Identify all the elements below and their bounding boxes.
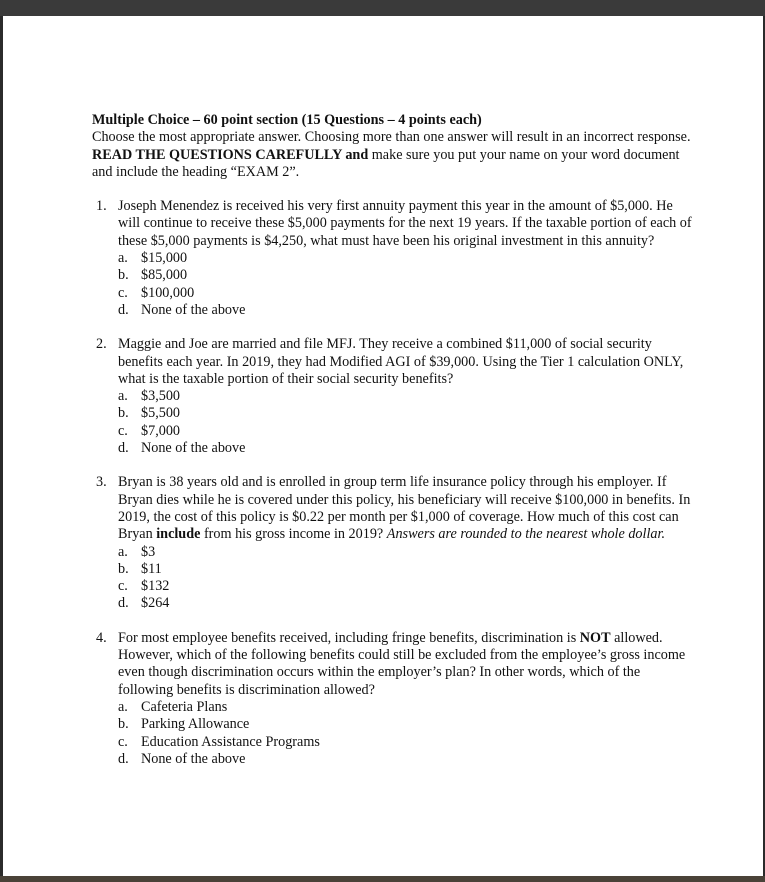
- option-text: $15,000: [141, 250, 188, 267]
- option-a: [118, 544, 692, 561]
- option-letter: a.: [118, 250, 128, 267]
- option-b: [118, 716, 692, 733]
- option-b: [118, 267, 692, 284]
- option-d: [118, 302, 692, 319]
- instructions-emphasis: READ THE QUESTIONS CAREFULLY and: [92, 146, 369, 163]
- option-letter: d.: [118, 750, 129, 767]
- option-text: None of the above: [141, 440, 246, 457]
- option-letter: c.: [118, 422, 128, 439]
- option-text: $3,500: [141, 388, 181, 405]
- option-d: [118, 751, 692, 768]
- question-1: [92, 198, 692, 319]
- option-a: [118, 250, 692, 267]
- background-strip: [0, 876, 765, 882]
- option-text: $5,500: [141, 405, 181, 422]
- option-letter: d.: [118, 301, 129, 318]
- option-letter: c.: [118, 578, 128, 595]
- option-d: [118, 440, 692, 457]
- option-a: [118, 388, 692, 405]
- option-letter: c.: [118, 284, 128, 301]
- option-text: $85,000: [141, 267, 188, 284]
- question-text-start: Bryan is 38 years old and is enrolled in group term life insurance policy through his employer. If Bryan dies while he is covered under this policy, his beneficiary will receive $100,000 in benefits. In 2019, the cost of this policy is $0.22 per month per $1,000 of coverage. How much of this cost can Bryan: [118, 474, 691, 543]
- section-heading: Multiple Choice – 60 point section (15 Questions – 4 points each): [92, 112, 482, 128]
- option-text: $264: [141, 595, 170, 612]
- question-3: [92, 474, 692, 612]
- option-c: [118, 285, 692, 302]
- viewer-toolbar: [0, 0, 765, 16]
- document-page: [3, 16, 763, 876]
- option-letter: a.: [118, 388, 128, 405]
- option-letter: a.: [118, 543, 128, 560]
- instructions-text-end: make sure you put your name on your word document and include the heading “EXAM 2”.: [92, 146, 680, 180]
- question-text: [118, 474, 692, 543]
- option-b: [118, 561, 692, 578]
- question-text: Joseph Menendez is received his very first annuity payment this year in the amount of $5,000. He will continue to receive these $5,000 payments for the next 19 years. If the taxable portion of each of these $5,000 payments is $4,250, what must have been his original investment in this annuity?: [118, 198, 692, 249]
- option-text: Cafeteria Plans: [141, 698, 228, 715]
- question-number: 1.: [96, 198, 107, 215]
- option-a: [118, 699, 692, 716]
- option-text: $7,000: [141, 422, 181, 439]
- option-letter: d.: [118, 595, 129, 612]
- option-c: [118, 423, 692, 440]
- option-letter: b.: [118, 405, 129, 422]
- question-text-start: For most employee benefits received, including fringe benefits, discrimination is: [118, 629, 580, 646]
- question-2: [92, 336, 692, 457]
- option-letter: b.: [118, 267, 129, 284]
- option-text: $100,000: [141, 284, 195, 301]
- question-text-middle: from his gross income in 2019?: [200, 526, 387, 543]
- option-text: $3: [141, 543, 156, 560]
- option-c: [118, 734, 692, 751]
- option-b: [118, 405, 692, 422]
- option-text: None of the above: [141, 301, 246, 318]
- question-number: 4.: [96, 629, 107, 646]
- question-emphasis: NOT: [579, 629, 611, 646]
- option-c: [118, 578, 692, 595]
- option-text: $132: [141, 578, 170, 595]
- option-letter: b.: [118, 560, 129, 577]
- option-letter: a.: [118, 698, 128, 715]
- question-number: 3.: [96, 474, 107, 491]
- option-letter: b.: [118, 716, 129, 733]
- section-instructions: [92, 129, 692, 181]
- question-text: [118, 630, 692, 699]
- question-emphasis: include: [156, 526, 201, 543]
- exam-content: [92, 112, 692, 768]
- option-text: None of the above: [141, 750, 246, 767]
- instructions-text: Choose the most appropriate answer. Choosing more than one answer will result in an incorrect response.: [92, 129, 691, 146]
- option-text: $11: [141, 560, 162, 577]
- option-letter: c.: [118, 733, 128, 750]
- question-note: Answers are rounded to the nearest whole dollar.: [386, 526, 665, 543]
- question-number: 2.: [96, 336, 107, 353]
- option-letter: d.: [118, 440, 129, 457]
- question-text-end: allowed. However, which of the following benefits could still be excluded from the employee’s gross income even though discrimination occurs within the employer’s plan? In other words, which of the following benefits is discrimination allowed?: [118, 629, 686, 698]
- option-text: Education Assistance Programs: [141, 733, 320, 750]
- question-4: [92, 630, 692, 768]
- option-text: Parking Allowance: [141, 716, 250, 733]
- option-d: [118, 595, 692, 612]
- question-text: Maggie and Joe are married and file MFJ. They receive a combined $11,000 of social security benefits each year. In 2019, they had Modified AGI of $39,000. Using the Tier 1 calculation ONLY, what is the taxable portion of their social security benefits?: [118, 336, 684, 387]
